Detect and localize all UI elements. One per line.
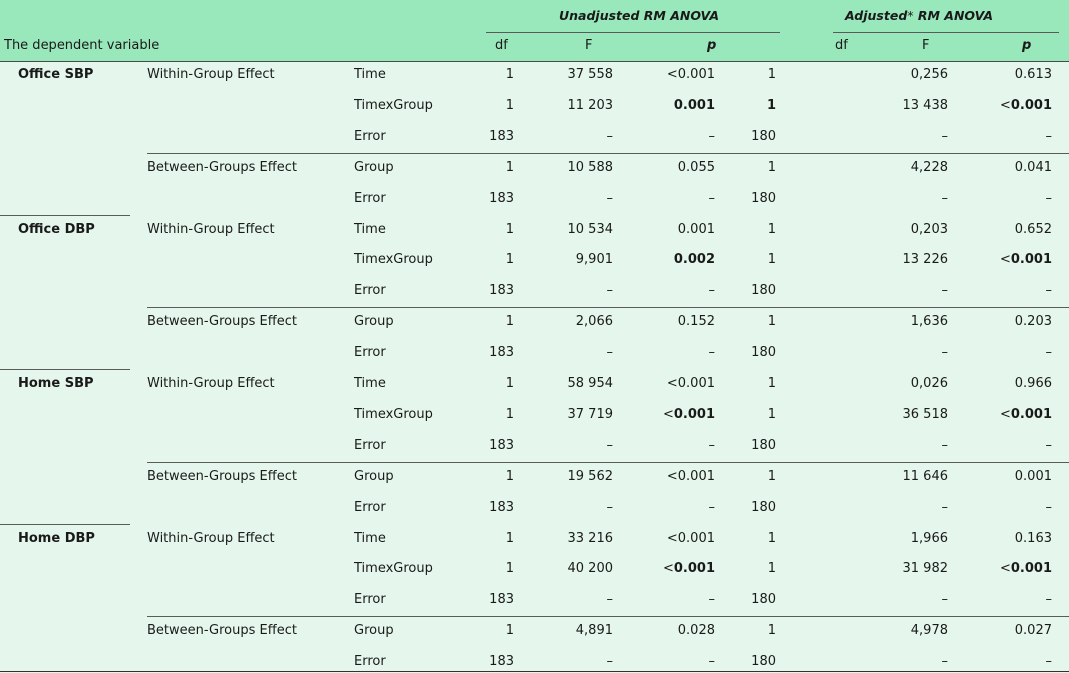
adjusted-df-value: 180 [751,190,776,206]
block-separator [0,215,130,216]
effect-label: Within-Group Effect [147,530,275,546]
p-value: <0.001 [666,376,715,391]
adjusted-p-value: – [1045,190,1052,206]
df-value: 1 [505,406,514,422]
p-value-prefix: < [662,561,674,577]
adjusted-f-value: – [941,190,948,206]
adjusted-p-value-prefix: < [999,406,1011,422]
term-label: Error [354,128,386,144]
adjusted-p-value: 0.652 [1014,221,1052,237]
adjusted-p-value-prefix: < [999,252,1011,268]
term-label: Error [354,499,386,515]
effect-separator [147,153,1069,154]
f-value: 10 588 [567,159,613,175]
term-label: Error [354,190,386,206]
adjusted-p-value-value: 0.001 [1010,561,1052,577]
adjusted-df-value: 1 [767,623,776,639]
p-value-value: 0.001 [673,561,715,577]
p-value: 0.028 [677,623,715,639]
df-value: 183 [489,128,514,144]
block-separator [0,369,130,370]
table-header [0,0,1069,62]
df-value: 183 [489,437,514,453]
p-value [663,561,715,577]
f-value: 37 719 [567,406,613,422]
df-value: 183 [489,499,514,515]
adjusted-p-value: – [1045,437,1052,453]
adjusted-f-value: – [941,128,948,144]
f-value: 58 954 [567,376,613,391]
adjusted-f-value: 1,636 [910,314,948,330]
term-label: TimexGroup [354,252,433,268]
p-value: – [708,128,715,144]
p-value [663,407,715,423]
df-value: 1 [505,252,514,268]
df-value: 183 [489,283,514,299]
effect-label: Between-Groups Effect [147,468,297,484]
f-value: – [606,345,613,361]
term-label: TimexGroup [354,561,433,577]
f-value: 33 216 [567,530,613,546]
adjusted-p-value: – [1045,499,1052,515]
p-value: <0.001 [666,530,715,546]
f-value: 37 558 [567,67,613,82]
effect-label: Within-Group Effect [147,221,275,237]
p-value-value: 0.001 [673,406,715,422]
adjusted-p-value-value: 0.001 [1010,406,1052,422]
p-value: – [708,654,715,670]
p-value: <0.001 [666,67,715,82]
adjusted-p-value: – [1045,654,1052,670]
dependent-variable-name: Office DBP [18,221,95,237]
term-label: Error [354,592,386,608]
term-label: TimexGroup [354,97,433,113]
f-value: – [606,499,613,515]
block-separator [0,524,130,525]
p-value: 0.002 [673,252,715,268]
dependent-variable-label: The dependent variable [4,38,160,53]
term-label: Group [354,159,394,175]
term-label: Error [354,283,386,299]
adjusted-p-value: 0.163 [1014,530,1052,546]
table-bottom-rule [0,671,1069,672]
term-label: Time [354,530,386,546]
df-value: 1 [505,561,514,577]
adjusted-f-value: 0,203 [910,221,948,237]
adjusted-p-value-value: 0.001 [1010,252,1052,268]
adjusted-underline [833,32,1059,33]
term-label: Error [354,437,386,453]
dependent-variable-name: Office SBP [18,67,94,82]
f-value: 4,891 [575,623,613,639]
adjusted-df-value: 180 [751,499,776,515]
p-value: 0.152 [677,314,715,330]
adjusted-df-value: 1 [766,97,776,113]
df-value: 183 [489,190,514,206]
p-value: – [708,499,715,515]
adjusted-p-value: 0.613 [1014,67,1052,82]
effect-separator [147,307,1069,308]
col-adj-p: p [1022,38,1032,53]
df-value: 183 [489,592,514,608]
adjusted-df-value: 1 [767,561,776,577]
adjusted-df-value: 180 [751,437,776,453]
adjusted-df-value: 1 [767,406,776,422]
df-value: 1 [505,67,514,82]
adjusted-f-value: 0,256 [910,67,948,82]
adjusted-f-value: 4,228 [910,159,948,175]
df-value: 1 [505,314,514,330]
df-value: 1 [505,468,514,484]
adjusted-f-value: 31 982 [902,561,948,577]
col-adj-df: df [835,38,848,53]
adjusted-p-value-value: 0.001 [1010,97,1052,113]
df-value: 1 [505,221,514,237]
adjusted-f-value: – [941,437,948,453]
adjusted-f-value: 0,026 [910,376,948,391]
p-value: 0.055 [677,159,715,175]
term-label: Time [354,221,386,237]
adjusted-df-value: 1 [767,67,776,82]
adjusted-df-value: 180 [751,128,776,144]
adjusted-df-value: 180 [751,654,776,670]
effect-label: Between-Groups Effect [147,159,297,175]
effect-separator [147,616,1069,617]
adjusted-p-value: 0.027 [1014,623,1052,639]
col-F: F [585,38,593,53]
adjusted-p-value: 0.001 [1014,468,1052,484]
adjusted-f-value: – [941,592,948,608]
term-label: TimexGroup [354,406,433,422]
effect-label: Within-Group Effect [147,376,275,391]
df-value: 1 [505,376,514,391]
adjusted-group-title: Adjusted* RM ANOVA [845,8,994,23]
f-value: – [606,190,613,206]
p-value: 0.001 [677,221,715,237]
adjusted-f-value: 1,966 [910,530,948,546]
adjusted-f-value: – [941,654,948,670]
adjusted-f-value: 13 438 [902,97,948,113]
term-label: Time [354,376,386,391]
adjusted-f-value: – [941,499,948,515]
adjusted-df-value: 1 [767,252,776,268]
adjusted-p-value: 0.966 [1014,376,1052,391]
col-df: df [495,38,508,53]
f-value: 40 200 [567,561,613,577]
f-value: – [606,128,613,144]
f-value: – [606,592,613,608]
adjusted-p-value: – [1045,592,1052,608]
f-value: 10 534 [567,221,613,237]
adjusted-df-value: 180 [751,592,776,608]
p-value-prefix: < [662,406,674,422]
effect-label: Between-Groups Effect [147,314,297,330]
term-label: Group [354,468,394,484]
adjusted-p-value-prefix: < [999,97,1011,113]
term-label: Time [354,67,386,82]
df-value: 183 [489,654,514,670]
effect-label: Between-Groups Effect [147,623,297,639]
term-label: Group [354,623,394,639]
adjusted-p-value [1000,561,1052,577]
p-value: – [708,190,715,206]
adjusted-df-value: 1 [767,159,776,175]
adjusted-p-value: – [1045,283,1052,299]
adjusted-f-value: 4,978 [910,623,948,639]
p-value: – [708,283,715,299]
dependent-variable-name: Home DBP [18,530,95,546]
f-value: 19 562 [567,468,613,484]
f-value: – [606,654,613,670]
effect-separator [147,462,1069,463]
unadjusted-group-title: Unadjusted RM ANOVA [559,8,720,23]
adjusted-f-value: 13 226 [902,252,948,268]
adjusted-f-value: – [941,283,948,299]
p-value: – [708,345,715,361]
f-value: 11 203 [567,97,613,113]
p-value: <0.001 [666,468,715,484]
adjusted-f-value: 11 646 [902,468,948,484]
term-label: Group [354,314,394,330]
df-value: 183 [489,345,514,361]
adjusted-p-value: 0.041 [1014,159,1052,175]
col-adj-F: F [922,38,930,53]
adjusted-p-value [1000,252,1052,268]
adjusted-p-value: – [1045,128,1052,144]
term-label: Error [354,345,386,361]
term-label: Error [354,654,386,670]
adjusted-df-value: 1 [767,530,776,546]
adjusted-df-value: 180 [751,345,776,361]
f-value: 9,901 [575,252,613,268]
adjusted-f-value: – [941,345,948,361]
f-value: – [606,437,613,453]
p-value: – [708,437,715,453]
adjusted-df-value: 1 [767,314,776,330]
adjusted-p-value: 0.203 [1014,314,1052,330]
df-value: 1 [505,623,514,639]
adjusted-df-value: 180 [751,283,776,299]
f-value: – [606,283,613,299]
f-value: 2,066 [575,314,613,330]
adjusted-f-value: 36 518 [902,406,948,422]
effect-label: Within-Group Effect [147,67,275,82]
df-value: 1 [505,530,514,546]
col-p: p [707,38,717,53]
unadjusted-underline [486,32,780,33]
dependent-variable-name: Home SBP [18,376,94,391]
adjusted-p-value [1000,98,1052,114]
adjusted-df-value: 1 [767,221,776,237]
adjusted-df-value: 1 [767,468,776,484]
adjusted-p-value [1000,407,1052,423]
adjusted-p-value: – [1045,345,1052,361]
df-value: 1 [505,159,514,175]
p-value: 0.001 [673,97,715,113]
adjusted-p-value-prefix: < [999,561,1011,577]
p-value: – [708,592,715,608]
adjusted-df-value: 1 [767,376,776,391]
df-value: 1 [505,97,514,113]
